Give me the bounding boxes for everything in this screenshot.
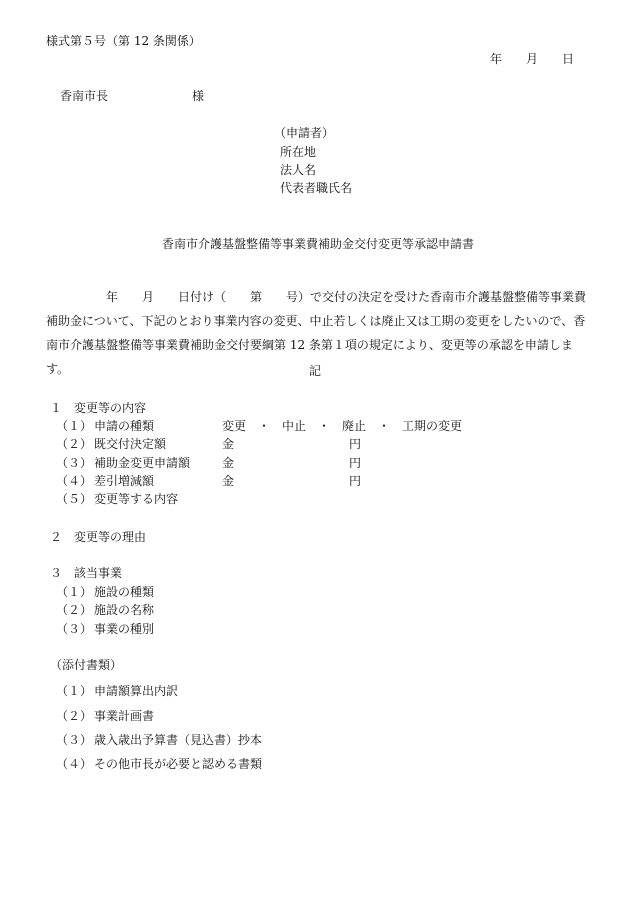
applicant-corp-label: 法人名 — [280, 163, 317, 177]
item-num: （１） — [56, 684, 93, 698]
applicant-address-label: 所在地 — [280, 145, 317, 159]
item-label: 申請の種類 — [94, 419, 155, 433]
kin-label: 金 — [222, 437, 235, 451]
applicant-heading: （申請者） — [274, 126, 335, 140]
body-paragraph: 年 月 日付け（ 第 号）で交付の決定を受けた香南市介護基盤整備等事業費補助金について、下記のとおり事業内容の変更、中止若しくは廃止又は工期の変更をしたいので、香南市介護基盤整備等事業費補助金交付要綱第 12 条第１項の規定により、変更等の承認を申請します。 — [46, 290, 587, 376]
form-number: 様式第５号（第 12 条関係） — [46, 34, 201, 48]
applicant-rep-label: 代表者職氏名 — [280, 181, 353, 195]
yen-label: 円 — [349, 437, 362, 451]
item-label: 申請額算出内訳 — [94, 684, 179, 698]
item-num: （２） — [56, 603, 93, 617]
document-title: 香南市介護基盤整備等事業費補助金交付変更等承認申請書 — [162, 237, 475, 251]
item-label: 既交付決定額 — [94, 437, 167, 451]
item-label: 事業の種別 — [94, 622, 155, 636]
yen-label: 円 — [349, 456, 362, 470]
item-label: 事業計画書 — [94, 709, 155, 723]
item-num: （２） — [56, 709, 93, 723]
addressee: 香南市長 様 — [60, 89, 205, 103]
item-label: 歳入歳出予算書（見込書）抄本 — [94, 733, 263, 747]
item-num: （２） — [56, 437, 93, 451]
kin-label: 金 — [222, 456, 235, 470]
item-num: （３） — [56, 622, 93, 636]
item-num: （３） — [56, 456, 93, 470]
item-label: 施設の名称 — [94, 603, 155, 617]
application-kind-options: 変更 ・ 中止 ・ 廃止 ・ 工期の変更 — [222, 419, 463, 433]
item-label: 補助金変更申請額 — [94, 456, 191, 470]
section-3-heading: ３ 該当事業 — [50, 566, 123, 580]
item-num: （１） — [56, 419, 93, 433]
item-label: 変更等する内容 — [94, 492, 179, 506]
item-num: （５） — [56, 492, 93, 506]
section-1-heading: １ 変更等の内容 — [50, 401, 147, 415]
date-line: 年 月 日 — [490, 52, 575, 66]
item-num: （１） — [56, 585, 93, 599]
item-num: （３） — [56, 733, 93, 747]
ki-label: 記 — [309, 364, 322, 378]
section-2-heading: ２ 変更等の理由 — [50, 530, 147, 544]
item-num: （４） — [56, 474, 93, 488]
yen-label: 円 — [349, 474, 362, 488]
item-label: 施設の種類 — [94, 585, 155, 599]
attachments-heading: （添付書類） — [50, 658, 123, 672]
kin-label: 金 — [222, 474, 235, 488]
item-label: 差引増減額 — [94, 474, 155, 488]
item-label: その他市長が必要と認める書類 — [94, 757, 263, 771]
item-num: （４） — [56, 757, 93, 771]
